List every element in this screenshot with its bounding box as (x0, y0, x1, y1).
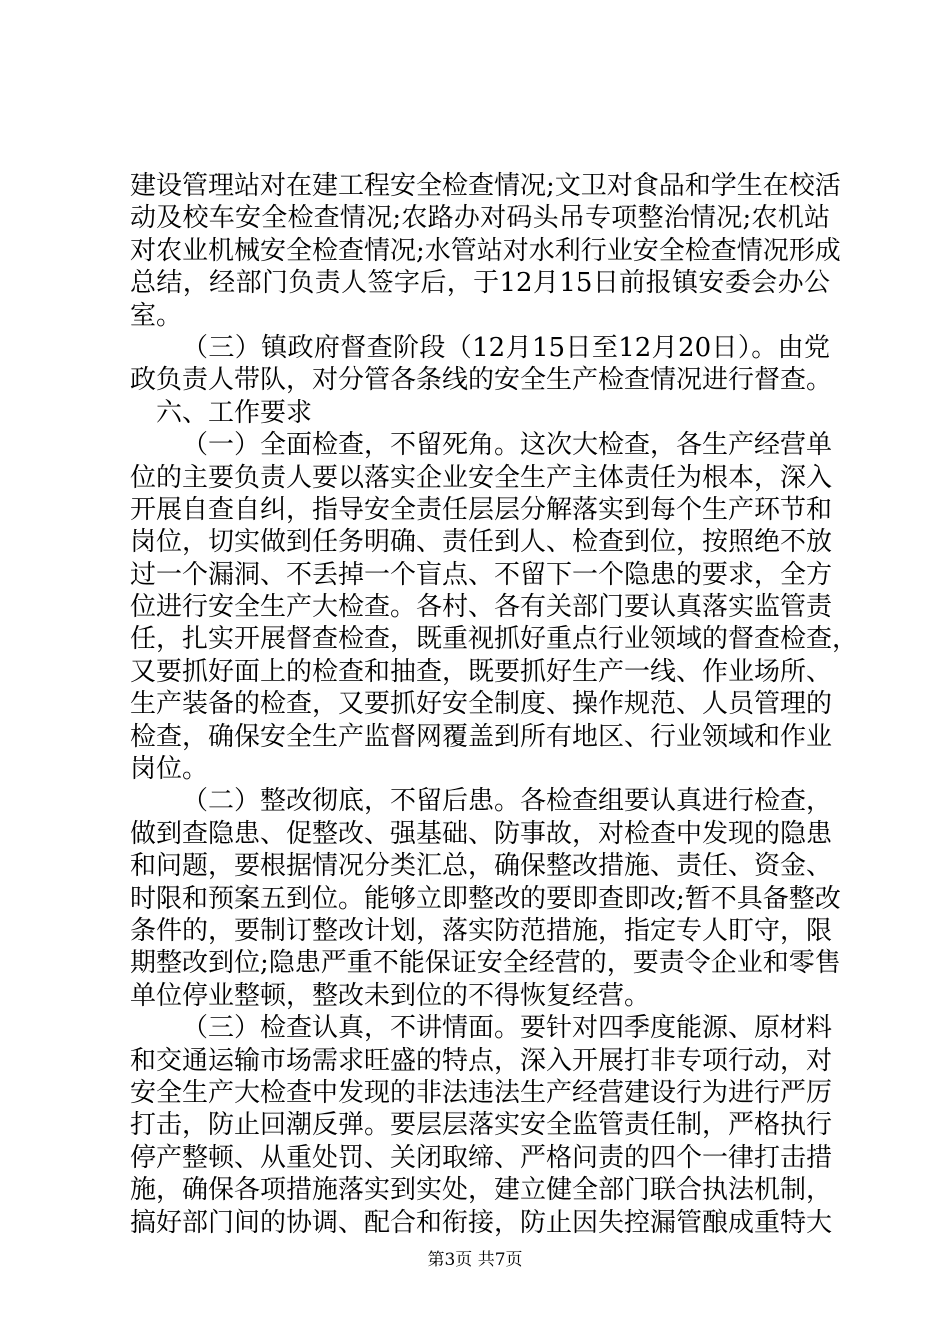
text-line: 政负责人带队，对分管各条线的安全生产检查情况进行督查。 (130, 365, 833, 396)
text-line: 期整改到位;隐患严重不能保证安全经营的，要责令企业和零售 (130, 948, 841, 979)
text-line: 位的主要负责人要以落实企业安全生产主体责任为根本，深入 (130, 462, 833, 493)
text-line: 安全生产大检查中发现的非法违法生产经营建设行为进行严厉 (130, 1077, 833, 1108)
page-footer: 第3页 共7页 (427, 1250, 523, 1270)
text-line: 施，确保各项措施落实到实处，建立健全部门联合执法机制， (130, 1175, 833, 1206)
text-line: 检查，确保安全生产监督网覆盖到所有地区、行业领域和作业 (130, 721, 833, 752)
text-line: 时限和预案五到位。能够立即整改的要即查即改;暂不具备整改 (130, 883, 841, 914)
text-line: （二）整改彻底，不留后患。各检查组要认真进行检查， (182, 786, 833, 817)
text-line: 岗位。 (130, 754, 209, 785)
text-line: （一）全面检查，不留死角。这次大检查，各生产经营单 (182, 430, 833, 461)
text-line: 生产装备的检查，又要抓好安全制度、操作规范、人员管理的 (130, 689, 833, 720)
text-line: 建设管理站对在建工程安全检查情况;文卫对食品和学生在校活 (130, 171, 841, 201)
text-line: （三）检查认真，不讲情面。要针对四季度能源、原材料 (182, 1013, 833, 1044)
text-line: 搞好部门间的协调、配合和衔接，防止因失控漏管酿成重特大 (130, 1207, 833, 1238)
text-line: 总结，经部门负责人签字后，于12月15日前报镇安委会办公 (130, 268, 830, 299)
text-line: （三）镇政府督查阶段（12月15日至12月20日）。由党 (182, 332, 830, 363)
text-line: 又要抓好面上的检查和抽查，既要抓好生产一线、作业场所、 (130, 656, 833, 687)
text-line: 动及校车安全检查情况;农路办对码头吊专项整治情况;农机站 (130, 203, 830, 234)
text-line: 开展自查自纠，指导安全责任层层分解落实到每个生产环节和 (130, 494, 833, 525)
text-line: 单位停业整顿，整改未到位的不得恢复经营。 (130, 980, 651, 1011)
text-line: 岗位，切实做到任务明确、责任到人、检查到位，按照绝不放 (130, 527, 833, 558)
text-line: 和交通运输市场需求旺盛的特点，深入开展打非专项行动，对 (130, 1045, 833, 1076)
text-line: 和问题，要根据情况分类汇总，确保整改措施、责任、资金、 (130, 851, 833, 882)
text-line: 位进行安全生产大检查。各村、各有关部门要认真落实监管责 (130, 592, 833, 623)
text-line: 对农业机械安全检查情况;水管站对水利行业安全检查情况形成 (130, 235, 841, 266)
text-line: 停产整顿、从重处罚、关闭取缔、严格问责的四个一律打击措 (130, 1142, 833, 1173)
text-line: 六、工作要求 (156, 397, 313, 428)
text-line: 任，扎实开展督查检查，既重视抓好重点行业领域的督查检查， (130, 624, 859, 655)
text-line: 打击，防止回潮反弹。要层层落实安全监管责任制，严格执行 (130, 1110, 833, 1141)
text-line: 过一个漏洞、不丢掉一个盲点、不留下一个隐患的要求，全方 (130, 559, 833, 590)
text-line: 条件的，要制订整改计划，落实防范措施，指定专人盯守，限 (130, 915, 833, 946)
text-line: 做到查隐患、促整改、强基础、防事故，对检查中发现的隐患 (130, 818, 833, 849)
text-line: 室。 (130, 300, 183, 331)
document-body (130, 170, 859, 1239)
